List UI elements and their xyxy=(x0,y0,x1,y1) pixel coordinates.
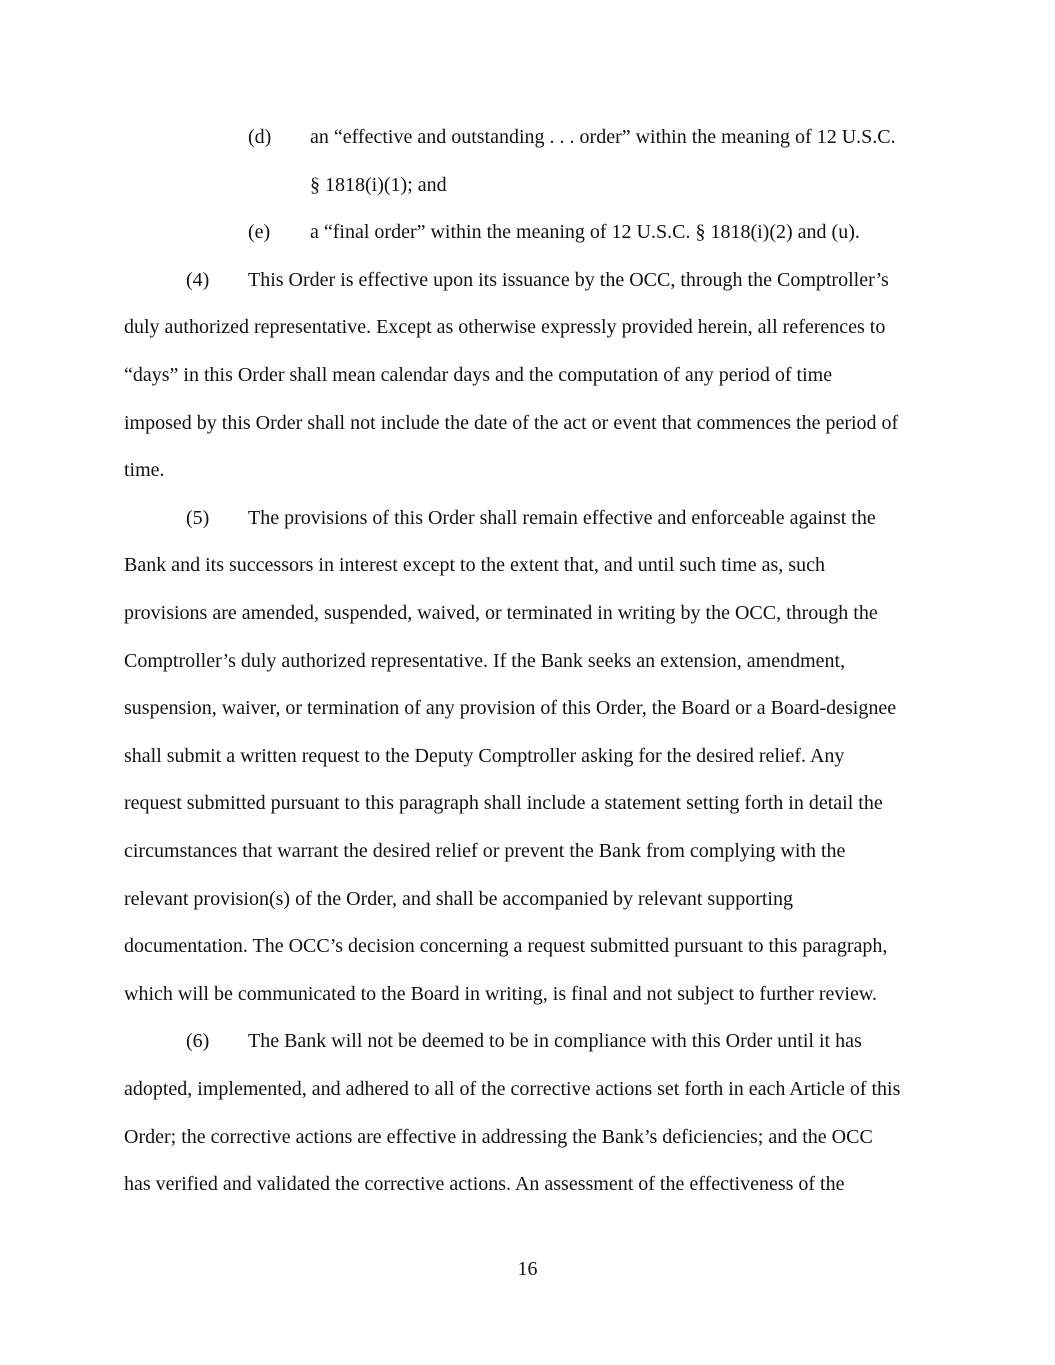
paragraph-number: (5) xyxy=(186,506,210,529)
paragraph-number: (4) xyxy=(186,268,210,291)
paragraph-number: (6) xyxy=(186,1030,210,1053)
list-item-label: (d) xyxy=(248,126,272,148)
paragraph-text-line: request submitted pursuant to this paragraph shall include a statement setting forth in detail the xyxy=(124,792,883,815)
list-item-text-line: an “effective and outstanding . . . order” within the meaning of 12 U.S.C. xyxy=(310,126,896,148)
paragraph-text-line: The Bank will not be deemed to be in compliance with this Order until it has xyxy=(248,1030,862,1053)
paragraph-text-line: circumstances that warrant the desired relief or prevent the Bank from complying with the xyxy=(124,840,846,862)
paragraph-text-line: adopted, implemented, and adhered to all of the corrective actions set forth in each Article of this xyxy=(124,1078,901,1100)
paragraph-text-line: Comptroller’s duly authorized representative. If the Bank seeks an extension, amendment, xyxy=(124,649,846,672)
paragraph-text-line: Bank and its successors in interest except to the extent that, and until such time as, such xyxy=(124,554,825,577)
paragraph-text-line: suspension, waiver, or termination of any provision of this Order, the Board or a Board-designee xyxy=(124,697,897,720)
paragraph-text-line: imposed by this Order shall not include the date of the act or event that commences the period of xyxy=(124,411,899,434)
paragraph-text-line: The provisions of this Order shall remain effective and enforceable against the xyxy=(248,506,876,529)
paragraph-text-line: which will be communicated to the Board in writing, is final and not subject to further review. xyxy=(124,982,877,1005)
paragraph-text-line: Order; the corrective actions are effective in addressing the Bank’s deficiencies; and the OCC xyxy=(124,1125,873,1148)
paragraph-text-line: documentation. The OCC’s decision concerning a request submitted pursuant to this paragraph, xyxy=(124,935,888,958)
paragraph-text-line: time. xyxy=(124,459,165,482)
list-item-text-line: a “final order” within the meaning of 12 U.S.C. § 1818(i)(2) and (u). xyxy=(310,221,860,244)
paragraph-text-line: duly authorized representative. Except as otherwise expressly provided herein, all references to xyxy=(124,316,886,339)
page-number: 16 xyxy=(517,1258,538,1280)
paragraph-text-line: relevant provision(s) of the Order, and shall be accompanied by relevant supporting xyxy=(124,887,793,910)
paragraph-text-line: “days” in this Order shall mean calendar days and the computation of any period of time xyxy=(124,364,833,386)
paragraph-text-line: shall submit a written request to the Deputy Comptroller asking for the desired relief. Any xyxy=(124,744,845,767)
paragraph-text-line: has verified and validated the corrective actions. An assessment of the effectiveness of the xyxy=(124,1173,845,1196)
list-item-label: (e) xyxy=(248,221,271,244)
paragraph-text-line: provisions are amended, suspended, waived, or terminated in writing by the OCC, through the xyxy=(124,602,878,624)
paragraph-text-line: This Order is effective upon its issuance by the OCC, through the Comptroller’s xyxy=(248,268,889,291)
list-item-text-line: § 1818(i)(1); and xyxy=(310,173,447,196)
